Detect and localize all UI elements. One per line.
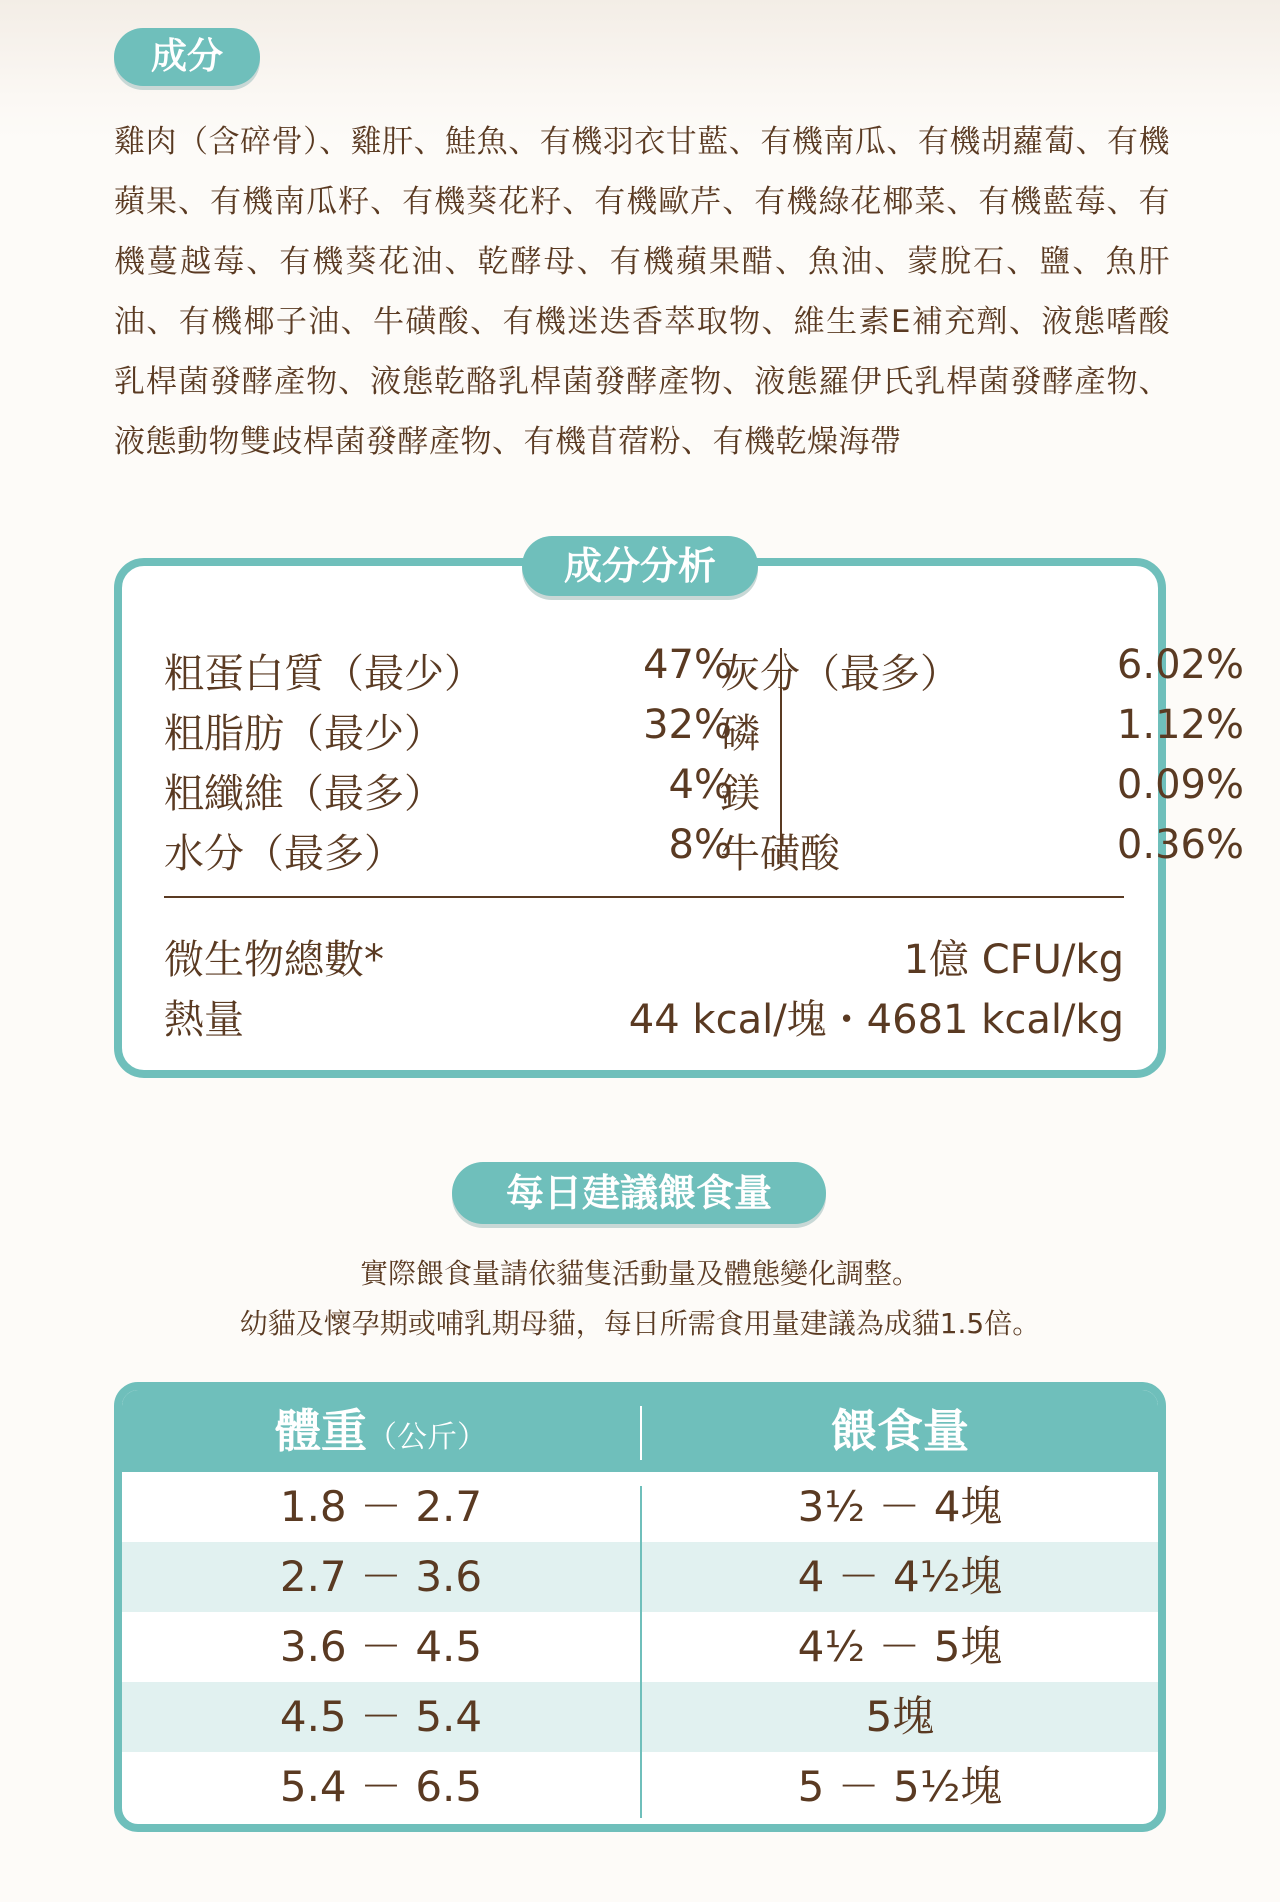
amount-cell: 4 － 4½塊 <box>797 1552 1003 1601</box>
header-amount: 餵食量 <box>831 1404 969 1458</box>
header-weight <box>122 1390 640 1472</box>
weight-cell: 5.4 － 6.5 <box>279 1762 483 1811</box>
analysis-label-phosphorus: 磷 <box>720 711 760 757</box>
weight-cell: 1.8 － 2.7 <box>279 1482 483 1531</box>
analysis-value-taurine: 0.36% <box>1116 822 1244 868</box>
amount-cell: 5塊 <box>865 1692 935 1741</box>
analysis-value-fat: 32% <box>643 702 732 748</box>
feeding-note-2: 幼貓及懷孕期或哺乳期母貓，每日所需食用量建議為成貓1.5倍。 <box>239 1307 1041 1340</box>
analysis-value-moisture: 8% <box>668 822 732 868</box>
ingredients-text: 雞肉（含碎骨）、雞肝、鮭魚、有機羽衣甘藍、有機南瓜、有機胡蘿蔔、有機蘋果、有機南瓜籽、有機葵花籽、有機歐芹、有機綠花椰菜、有機藍莓、有機蔓越莓、有機葵花油、乾酵母、有機蘋果醋、魚油、蒙脫石、鹽、魚肝油、有機椰子油、牛磺酸、有機迷迭香萃取物、維生素E補充劑、液態嗜酸乳桿菌發酵產物、液態乾酪乳桿菌發酵產物、液態羅伊氏乳桿菌發酵產物、液態動物雙歧桿菌發酵產物、有機苜蓿粉、有機乾燥海帶 <box>114 124 1170 460</box>
amount-cell: 4½ － 5塊 <box>797 1622 1003 1671</box>
analysis-value-ash: 6.02% <box>1116 642 1244 688</box>
weight-cell: 4.5 － 5.4 <box>279 1692 483 1741</box>
analysis-value-phosphorus: 1.12% <box>1116 702 1244 748</box>
analysis-label-microbes: 微生物總數* <box>164 937 384 983</box>
table-column-divider <box>640 1486 642 1818</box>
analysis-label-moisture: 水分（最多） <box>164 831 404 877</box>
analysis-value-fiber: 4% <box>668 762 732 808</box>
analysis-label-ash: 灰分（最多） <box>720 651 960 697</box>
ingredients-title-badge: 成分 <box>114 28 260 86</box>
analysis-label-protein: 粗蛋白質（最少） <box>164 651 484 697</box>
header-weight-label: 體重 <box>275 1404 367 1458</box>
analysis-label-calories: 熱量 <box>164 997 244 1043</box>
header-weight-unit: （公斤） <box>367 1420 487 1455</box>
feeding-table-header <box>122 1390 1158 1472</box>
analysis-label-fat: 粗脂肪（最少） <box>164 711 444 757</box>
analysis-label-taurine: 牛磺酸 <box>720 831 840 877</box>
amount-cell: 3½ － 4塊 <box>797 1482 1003 1531</box>
feeding-note-1: 實際餵食量請依貓隻活動量及體態變化調整。 <box>359 1257 920 1290</box>
analysis-value-protein: 47% <box>643 642 732 688</box>
analysis-horizontal-divider <box>164 896 1124 898</box>
analysis-value-microbes: 1億 CFU/kg <box>903 937 1124 983</box>
analysis-title-badge: 成分分析 <box>522 536 758 596</box>
amount-cell: 5 － 5½塊 <box>797 1762 1003 1811</box>
feeding-table <box>114 1382 1166 1832</box>
analysis-label-magnesium: 鎂 <box>720 771 760 817</box>
weight-cell: 3.6 － 4.5 <box>279 1622 483 1671</box>
analysis-value-calories: 44 kcal/塊・4681 kcal/kg <box>628 997 1124 1043</box>
analysis-value-magnesium: 0.09% <box>1116 762 1244 808</box>
analysis-box <box>114 558 1244 1078</box>
weight-cell: 2.7 － 3.6 <box>279 1552 483 1601</box>
analysis-label-fiber: 粗纖維（最多） <box>164 771 444 817</box>
feeding-title-badge: 每日建議餵食量 <box>452 1162 826 1224</box>
